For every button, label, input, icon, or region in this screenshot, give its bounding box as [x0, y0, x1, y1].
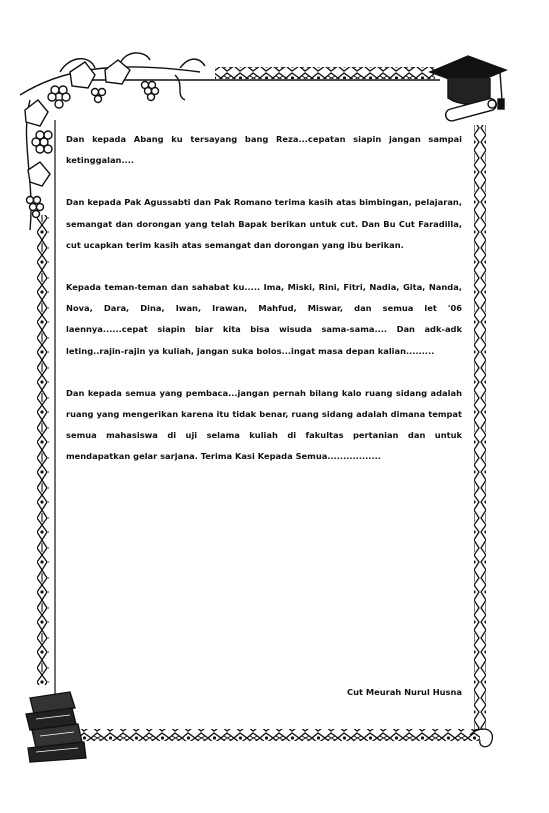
left-border-chain [37, 215, 49, 685]
paragraph-abang: Dan kepada Abang ku tersayang bang Reza...cepatan siapin jangan sampai ketinggalan.... [66, 134, 462, 166]
top-border-chain [215, 67, 435, 79]
graduation-cap-diploma-icon [430, 56, 506, 122]
bottom-border-chain [70, 729, 480, 741]
paragraph-pembaca: Dan kepada semua yang pembaca...jangan pernah bilang kalo ruang sidang adalah ruang yang mengerikan karena itu tidak benar, ruang sidang adalah dimana tempat semua mahasiswa di uji selama kuliah di fakultas pertanian dan untuk mendapatkan gelar sarjana. Terima Kasi Kepada Semua................. [66, 387, 462, 462]
signature-name: Cut Meurah Nurul Husna [346, 687, 462, 697]
letter-body [66, 129, 462, 468]
book-stack-icon [26, 692, 86, 762]
right-border-chain [474, 125, 486, 730]
paragraph-teman: Kepada teman-teman dan sahabat ku..... Ima, Miski, Rini, Fitri, Nadia, Gita, Nanda, Nova, Dara, Dina, Iwan, Irawan, Mahfud, Miswar, dan semua let '06 laennya......cepat siapin biar kita bisa wisuda sama-sama.... Dan adk-adk leting..rajin-rajin ya kuliah, jangan suka bolos...ingat masa depan kalian......... [66, 282, 462, 356]
paragraph-pembimbing: Dan kepada Pak Agussabti dan Pak Romano terima kasih atas bimbingan, pelajaran, semangat dan dorongan yang telah Bapak berikan untuk cut. Dan Bu Cut Faradilla, cut ucapkan terim kasih atas semangat dan dorongan yang ibu berikan. [66, 197, 462, 250]
